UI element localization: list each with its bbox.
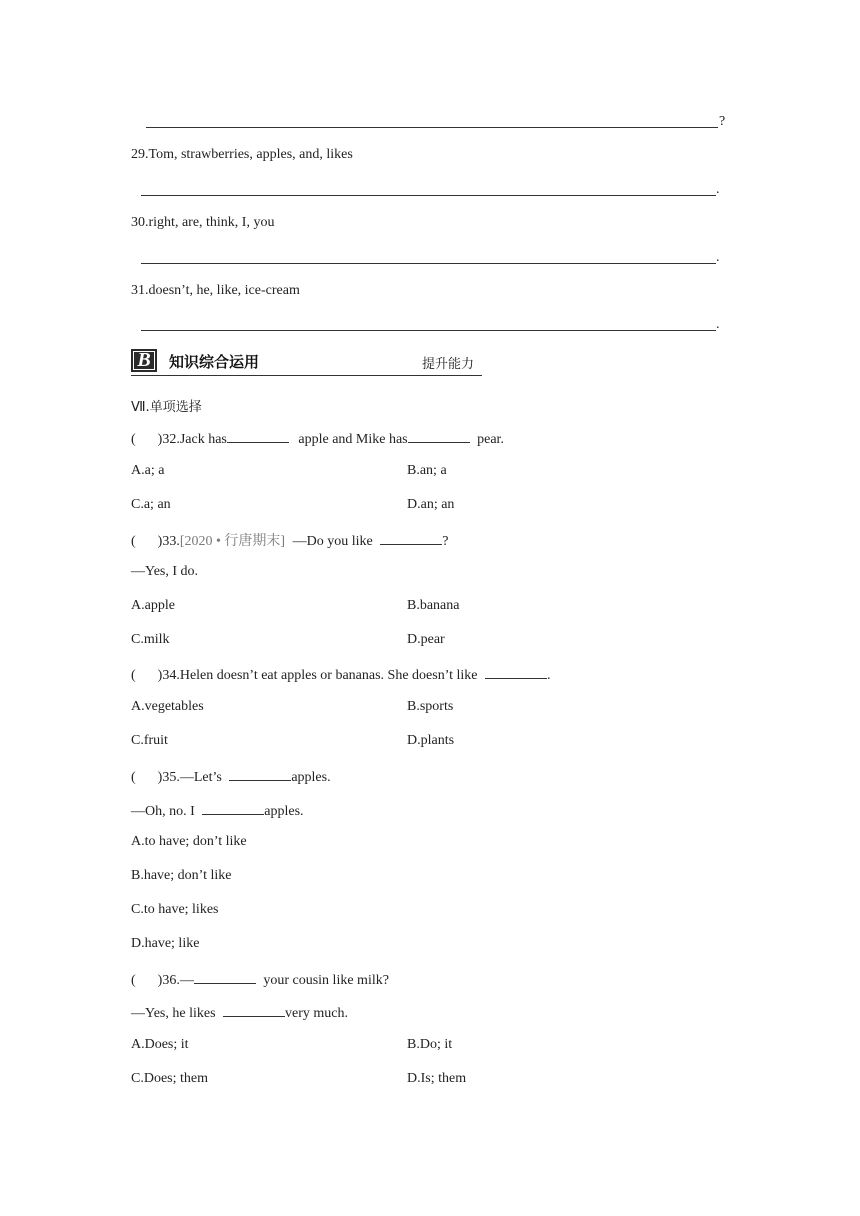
q35-text-1: )35.—Let’s bbox=[157, 770, 226, 785]
answer-line-29[interactable] bbox=[141, 195, 716, 196]
q36-option-c[interactable]: C.Does; them bbox=[131, 1071, 208, 1086]
end-punct-28: ? bbox=[719, 114, 726, 129]
q33-text-2: —Do you like bbox=[289, 534, 377, 549]
answer-paren[interactable]: ( bbox=[131, 973, 136, 988]
question-34 bbox=[131, 665, 551, 684]
section-subtitle: 提升能力 bbox=[422, 357, 475, 372]
q34-option-c[interactable]: C.fruit bbox=[131, 733, 168, 748]
q32-text-2: apple and Mike has bbox=[294, 432, 408, 447]
q35-option-b[interactable]: B.have; don’t like bbox=[131, 868, 232, 883]
end-punct-30: . bbox=[716, 250, 720, 265]
q32-text-1: )32.Jack has bbox=[157, 432, 227, 447]
prompt-29: 29.Tom, strawberries, apples, and, likes bbox=[131, 147, 353, 162]
q34-option-b[interactable]: B.sports bbox=[407, 699, 454, 714]
section-rule bbox=[131, 375, 482, 376]
answer-paren[interactable]: ( bbox=[131, 534, 136, 549]
question-32 bbox=[131, 429, 504, 448]
q32-blank-1[interactable] bbox=[227, 429, 289, 443]
q35-text-2: apples. bbox=[291, 770, 331, 785]
answer-line-28[interactable] bbox=[146, 127, 718, 128]
prompt-30: 30.right, are, think, I, you bbox=[131, 215, 275, 230]
section-header bbox=[131, 348, 482, 376]
q35-reply-text-2: apples. bbox=[264, 804, 304, 819]
q34-option-d[interactable]: D.plants bbox=[407, 733, 455, 748]
q33-option-d[interactable]: D.pear bbox=[407, 632, 445, 647]
question-33 bbox=[131, 530, 448, 550]
answer-line-31[interactable] bbox=[141, 330, 716, 331]
answer-paren[interactable]: ( bbox=[131, 432, 136, 447]
question-36 bbox=[131, 970, 389, 989]
q33-option-b[interactable]: B.banana bbox=[407, 598, 460, 613]
q36-reply-text-2: very much. bbox=[285, 1006, 349, 1021]
q35-option-d[interactable]: D.have; like bbox=[131, 936, 200, 951]
q32-option-c[interactable]: C.a; an bbox=[131, 497, 171, 512]
section-title: 知识综合运用 bbox=[169, 353, 260, 371]
q35-reply-text-1: —Oh, no. I bbox=[131, 804, 199, 819]
answer-paren[interactable]: ( bbox=[131, 668, 136, 683]
end-punct-29: . bbox=[716, 182, 720, 197]
q36-reply-text-1: —Yes, he likes bbox=[131, 1006, 220, 1021]
q36-option-d[interactable]: D.Is; them bbox=[407, 1071, 467, 1086]
q33-option-a[interactable]: A.apple bbox=[131, 598, 175, 613]
q36-text-1: )36.— bbox=[157, 973, 194, 988]
answer-line-30[interactable] bbox=[141, 263, 716, 264]
q36-blank-1[interactable] bbox=[194, 970, 256, 984]
q32-blank-2[interactable] bbox=[408, 429, 470, 443]
q36-option-a[interactable]: A.Does; it bbox=[131, 1037, 189, 1052]
q36-blank-2[interactable] bbox=[223, 1003, 285, 1017]
q33-source: [2020 • 行唐期末] bbox=[179, 534, 286, 549]
q35-reply bbox=[131, 801, 304, 820]
answer-paren[interactable]: ( bbox=[131, 770, 136, 785]
q34-text-1: )34.Helen doesn’t eat apples or bananas. She doesn’t like bbox=[157, 668, 482, 683]
q34-blank[interactable] bbox=[485, 665, 547, 679]
question-35 bbox=[131, 767, 331, 786]
section-badge-icon: B bbox=[131, 349, 157, 372]
q35-option-c[interactable]: C.to have; likes bbox=[131, 902, 219, 917]
q32-text-3: pear. bbox=[473, 432, 504, 447]
prompt-31: 31.doesn’t, he, like, ice-cream bbox=[131, 283, 300, 298]
q34-text-2: . bbox=[547, 668, 551, 683]
q36-reply bbox=[131, 1003, 348, 1022]
q32-option-d[interactable]: D.an; an bbox=[407, 497, 455, 512]
q33-option-c[interactable]: C.milk bbox=[131, 632, 170, 647]
q33-blank[interactable] bbox=[380, 531, 442, 545]
q35-blank-2[interactable] bbox=[202, 801, 264, 815]
q36-option-b[interactable]: B.Do; it bbox=[407, 1037, 453, 1052]
q35-option-a[interactable]: A.to have; don’t like bbox=[131, 834, 247, 849]
end-punct-31: . bbox=[716, 317, 720, 332]
q32-option-a[interactable]: A.a; a bbox=[131, 463, 165, 478]
q35-blank-1[interactable] bbox=[229, 767, 291, 781]
q36-text-2: your cousin like milk? bbox=[259, 973, 389, 988]
q32-option-b[interactable]: B.an; a bbox=[407, 463, 447, 478]
q33-text-1: )33. bbox=[157, 534, 180, 549]
part-heading: Ⅶ.单项选择 bbox=[131, 400, 202, 415]
q33-text-3: ? bbox=[442, 534, 449, 549]
q34-option-a[interactable]: A.vegetables bbox=[131, 699, 204, 714]
q33-reply: —Yes, I do. bbox=[131, 564, 199, 579]
